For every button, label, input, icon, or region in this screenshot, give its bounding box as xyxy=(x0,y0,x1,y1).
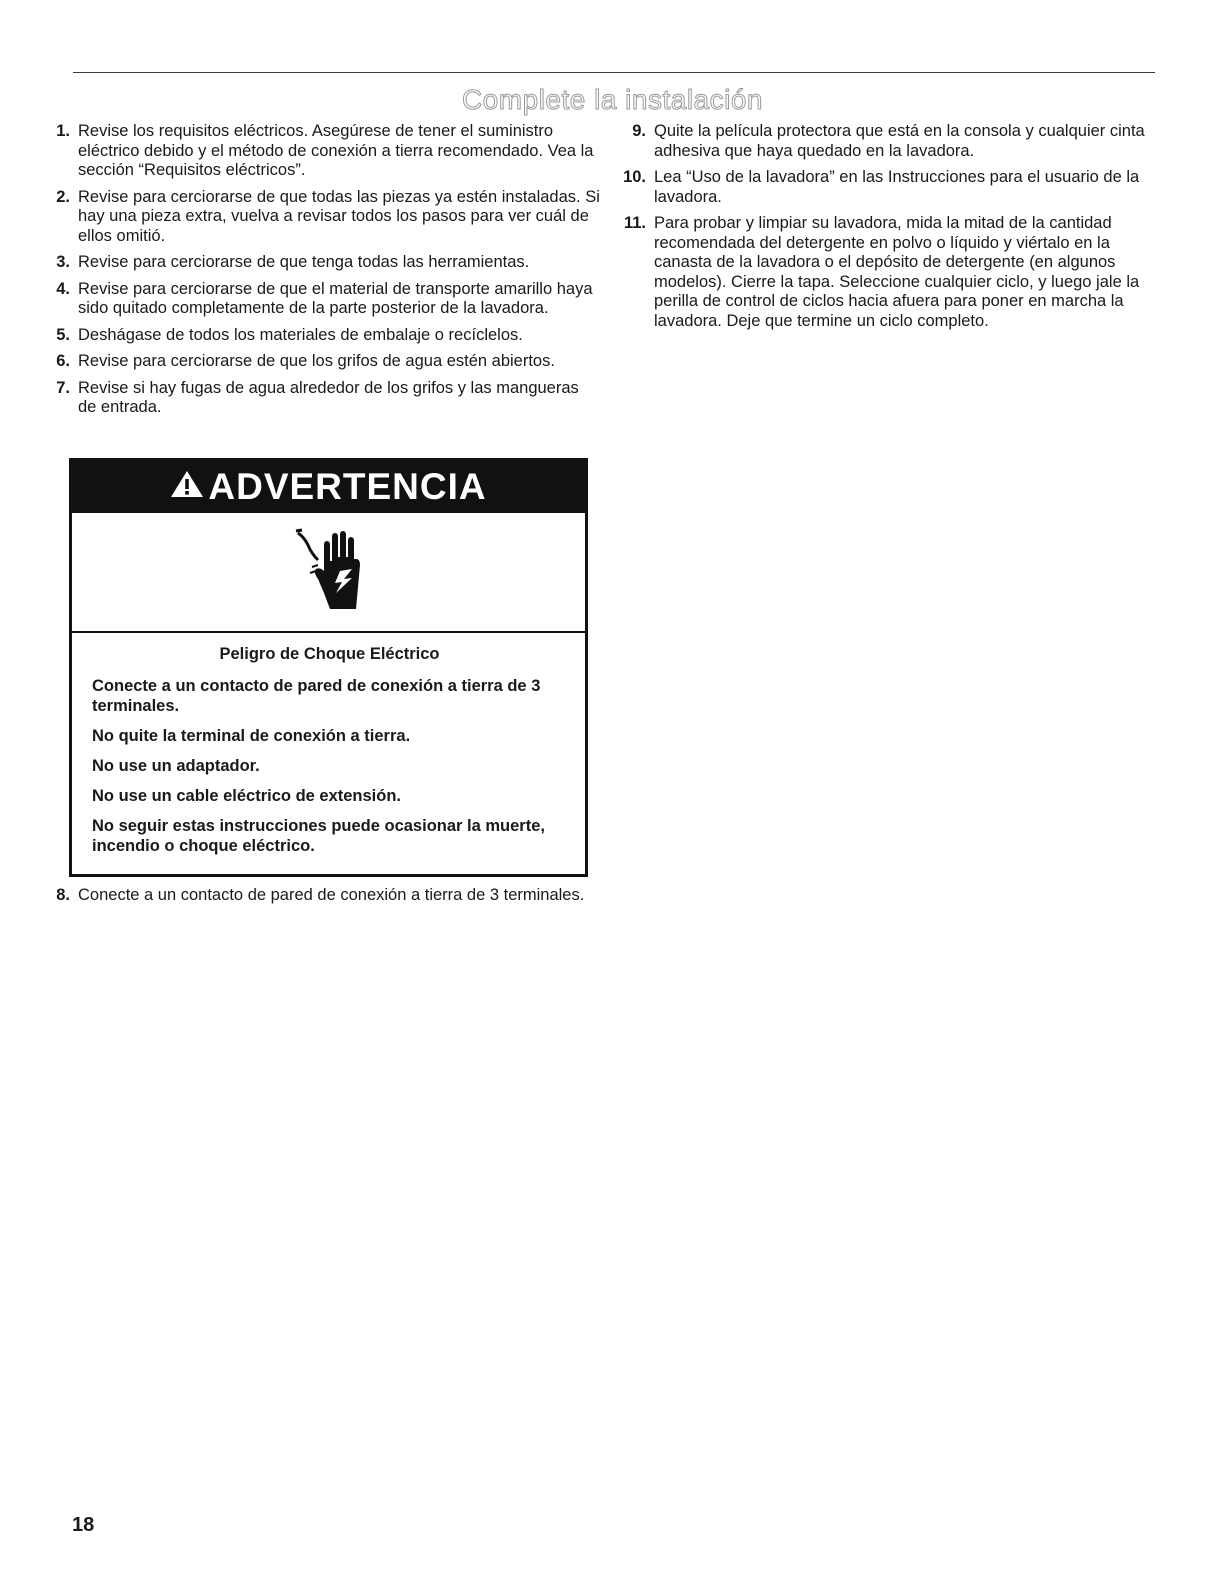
step-text: Quite la película protectora que está en la consola y cualquier cinta adhesiva que haya quedado en la lavadora. xyxy=(654,122,1145,160)
warning-line: No quite la terminal de conexión a tierra. xyxy=(92,727,411,745)
list-item xyxy=(620,122,1165,161)
steps-list-right xyxy=(620,122,1165,331)
step-text: Conecte a un contacto de pared de conexión a tierra de 3 terminales. xyxy=(78,886,585,904)
list-item xyxy=(40,379,600,418)
warning-line: No use un adaptador. xyxy=(92,757,260,775)
step-number: 7. xyxy=(56,378,70,397)
list-item xyxy=(40,886,600,906)
step-number: 3. xyxy=(56,253,70,271)
step-number: 8. xyxy=(56,886,70,904)
step-number: 5. xyxy=(56,325,70,344)
step-number: 1. xyxy=(56,122,70,140)
electric-shock-hand-icon xyxy=(294,527,364,618)
header-rule xyxy=(73,72,1155,73)
page-number: 18 xyxy=(72,1514,95,1536)
step-text: Lea “Uso de la lavadora” en las Instrucciones para el usuario de la lavadora. xyxy=(654,168,1140,206)
list-item xyxy=(40,326,600,346)
steps-list-left xyxy=(40,122,600,418)
list-item xyxy=(40,253,600,273)
right-column xyxy=(620,122,1165,338)
section-title: Complete la instalación xyxy=(462,84,763,115)
step-text: Revise los requisitos eléctricos. Asegúrese de tener el suministro eléctrico debido y el método de conexión a tierra recomendado. Vea la sección “Requisitos eléctricos”. xyxy=(78,122,594,179)
step-8-container xyxy=(40,886,600,913)
step-text: Deshágase de todos los materiales de embalaje o recíclelos. xyxy=(78,325,523,344)
list-item xyxy=(40,280,600,319)
step-text: Revise para cerciorarse de que los grifos de agua estén abiertos. xyxy=(78,352,555,370)
warning-triangle-icon xyxy=(170,466,204,508)
warning-line: No use un cable eléctrico de extensión. xyxy=(92,787,402,805)
list-item xyxy=(620,214,1165,331)
step-number: 4. xyxy=(56,279,70,298)
left-column xyxy=(40,122,600,425)
step-text: Revise para cerciorarse de que el material de transporte amarillo haya sido quitado completamente de la parte posterior de la lavadora. xyxy=(78,279,593,317)
warning-subtitle: Peligro de Choque Eléctrico xyxy=(219,645,440,663)
warning-line: No seguir estas instrucciones puede ocasionar la muerte, incendio o choque eléctrico. xyxy=(92,817,545,855)
steps-list-step8 xyxy=(40,886,600,906)
list-item xyxy=(620,168,1165,207)
warning-box xyxy=(69,458,588,877)
step-number: 11. xyxy=(623,214,646,232)
step-text: Revise para cerciorarse de que tenga todas las herramientas. xyxy=(78,253,530,271)
warning-header-text: ADVERTENCIA xyxy=(208,466,487,507)
step-text: Revise si hay fugas de agua alrededor de los grifos y las mangueras de entrada. xyxy=(78,378,579,416)
list-item xyxy=(40,188,600,247)
step-number: 6. xyxy=(56,352,70,370)
warning-header xyxy=(72,461,585,513)
warning-icon-area xyxy=(72,513,585,633)
list-item xyxy=(40,122,600,181)
warning-body xyxy=(72,633,585,856)
step-text: Revise para cerciorarse de que todas las piezas ya estén instaladas. Si hay una pieza extra, vuelva a revisar todos los pasos para ver cuál de ellos omitió. xyxy=(78,187,600,245)
list-item xyxy=(40,352,600,372)
step-number: 2. xyxy=(56,187,70,206)
step-number: 10. xyxy=(623,168,646,186)
step-number: 9. xyxy=(632,122,646,140)
step-text: Para probar y limpiar su lavadora, mida la mitad de la cantidad recomendada del detergente en polvo o líquido y viértalo en la canasta de la lavadora o el depósito de detergente (en algunos modelos). Cierre la tapa. Seleccione cualquier ciclo, y luego jale la perilla de control de ciclos hacia afuera para poner en marcha la lavadora. Deje que termine un ciclo completo. xyxy=(654,214,1140,330)
warning-line: Conecte a un contacto de pared de conexión a tierra de 3 terminales. xyxy=(92,677,541,715)
